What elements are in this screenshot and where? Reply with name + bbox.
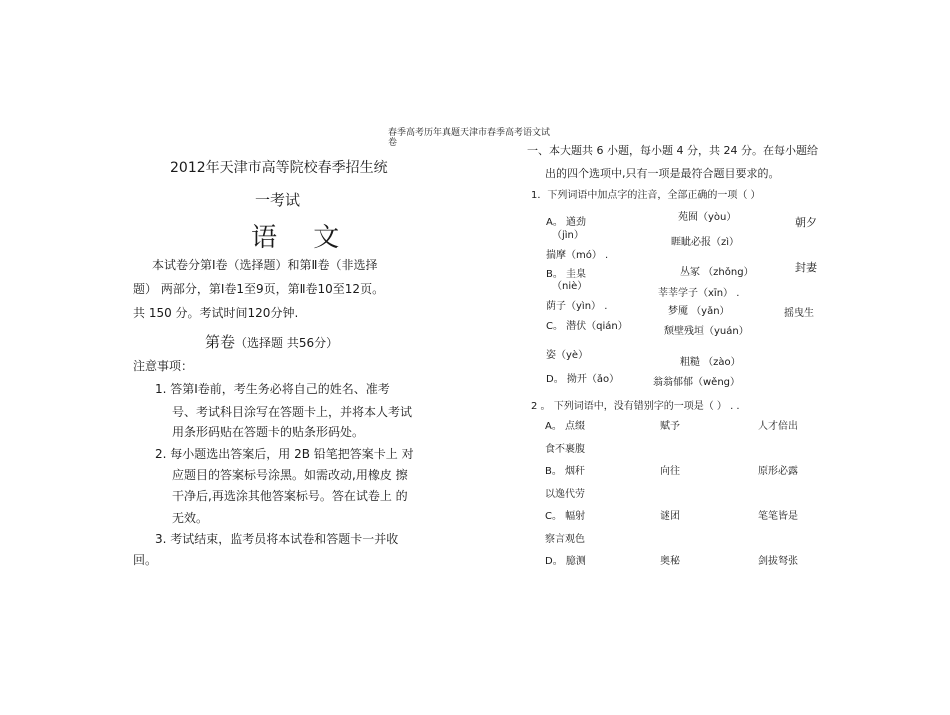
- q2-a-word2: 赋予: [660, 421, 680, 432]
- note-line: 号、考试科目涂写在答题卡上，并将本人考试: [172, 405, 413, 419]
- volume-title: 第卷: [205, 333, 236, 351]
- q2-d-word3: 剑拔弩张: [758, 556, 798, 567]
- q1-c-word2: 梦魇 （yǎn）: [668, 306, 730, 317]
- q1-b-word2: 丛冢 （zhǒng）: [680, 267, 754, 278]
- notes-title: 注意事项：: [133, 359, 194, 373]
- q1-b-word4: 莘莘学子（xīn） .: [658, 288, 740, 299]
- q1-b-word3: 封妻: [795, 261, 817, 274]
- q1-c-word4: 颓壁残垣（yuán）: [664, 326, 749, 337]
- page-header-line1: 春季高考历年真题天津市春季高考语文试: [388, 128, 551, 138]
- q2-c-word1: C。 幅射: [545, 511, 586, 522]
- intro-line-1: 本试卷分第Ⅰ卷（选择题）和第Ⅱ卷（非选择: [152, 258, 378, 272]
- note-line: 3. 考试结束，监考员将本试卷和答题卡一并收: [155, 532, 399, 546]
- q1-a-word5: 揣摩（mó） .: [546, 250, 609, 261]
- q1-option-b: B。 圭臬: [546, 269, 587, 280]
- question-1: 1．下列词语中加点字的注音，全部正确的一项（ ）: [531, 190, 761, 201]
- note-line: 应题目的答案标号涂黑。如需改动,用橡皮 擦: [172, 468, 408, 482]
- q2-c-word3: 笔笔皆是: [758, 511, 798, 522]
- volume-heading: [205, 331, 338, 352]
- q1-b-word5: 荫子（yìn） .: [546, 301, 608, 312]
- q1-option-a-pinyin: （jìn）: [552, 230, 584, 241]
- q2-d-word1: D。 臆测: [545, 556, 586, 567]
- note-line: 无效。: [172, 511, 209, 525]
- q1-a-word2: 苑囿（yòu）: [678, 212, 737, 223]
- exam-title-line2: 一考试: [255, 191, 301, 209]
- q1-d-word4: 翁翁郁郁（wěng）: [653, 377, 741, 388]
- q2-a-word1: A。 点缀: [545, 421, 586, 432]
- q1-c-word5: 姿（yè）: [546, 350, 589, 361]
- exam-title-line1: 2012年天津市高等院校春季招生统: [170, 160, 388, 176]
- note-line: 干净后,再选涂其他答案标号。答在试卷上 的: [172, 489, 408, 503]
- section-heading: 一、本大题共 6 小题，每小题 4 分，共 24 分。在每小题给: [527, 144, 818, 157]
- q1-option-c: C。 潜伏（qián）: [546, 321, 628, 332]
- q2-b-word2: 向往: [660, 466, 680, 477]
- q2-c-word4: 察言观色: [545, 534, 585, 545]
- q2-d-word2: 奥秘: [660, 556, 680, 567]
- q1-a-word4: 睚眦必报（zì）: [671, 237, 740, 248]
- q1-d-word2: 粗糙 （zào）: [680, 357, 741, 368]
- section-heading-cont: 出的四个选项中,只有一项是最符合题目要求的。: [545, 167, 780, 180]
- q1-a-word3: 朝夕: [795, 216, 817, 229]
- intro-line-3: 共 150 分。考试时间120分钟.: [133, 306, 299, 320]
- q2-a-word3: 人才倍出: [758, 421, 798, 432]
- note-line: 回。: [133, 553, 158, 567]
- question-2: 2 。 下列词语中，没有错别字的一项是（ ） . .: [531, 401, 740, 412]
- q2-b-word1: B。 烟秆: [545, 466, 586, 477]
- q1-c-word3: 摇曳生: [784, 308, 814, 319]
- q1-option-a: A。 遒劲: [546, 217, 587, 228]
- subject-title: 语 文: [251, 223, 354, 253]
- page-header-line2: 卷: [388, 138, 398, 148]
- q1-option-b-pinyin: （niè）: [552, 281, 588, 292]
- q2-b-word4: 以逸代劳: [545, 489, 585, 500]
- note-line: 用条形码贴在答题卡的贴条形码处。: [172, 425, 365, 439]
- q2-a-word4: 食不裹腹: [545, 444, 585, 455]
- q1-option-d: D。 拗开（ǎo）: [546, 374, 620, 385]
- volume-subtitle: （选择题 共56分）: [235, 336, 339, 350]
- intro-line-2: 题） 两部分，第Ⅰ卷1至9页，第Ⅱ卷10至12页。: [133, 282, 385, 296]
- note-line: 2. 每小题选出答案后，用 2B 铅笔把答案卡上 对: [155, 447, 414, 461]
- note-line: 1. 答第Ⅰ卷前，考生务必将自己的姓名、准考: [155, 382, 390, 396]
- q2-c-word2: 谜团: [660, 511, 680, 522]
- q2-b-word3: 原形必露: [758, 466, 798, 477]
